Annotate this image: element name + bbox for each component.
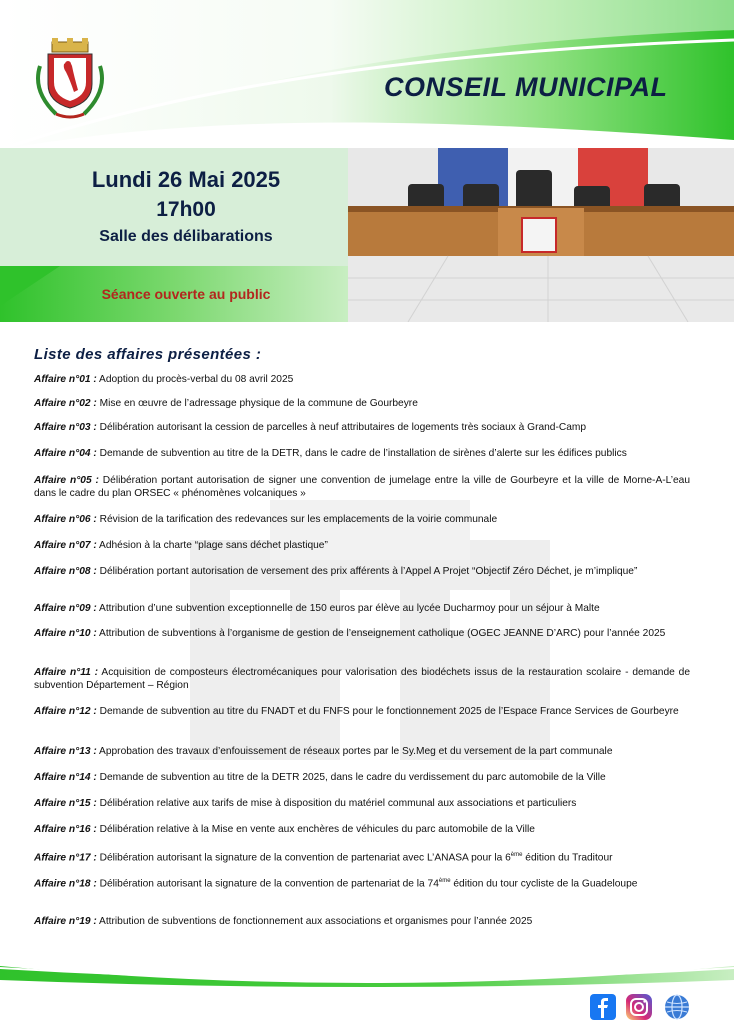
list-item: Affaire n°17 : Délibération autorisant la signature de la convention de partenariat avec L’ANASA pour la 6ème édition du Traditour (34, 852, 613, 864)
town-crest-logo (30, 36, 110, 120)
meeting-date: Lundi 26 Mai 2025 (91, 167, 281, 192)
header (0, 0, 734, 150)
list-item: Affaire n°14 : Demande de subvention au titre de la DETR 2025, dans le cadre du verdissement du parc automobile de la Ville (34, 772, 606, 783)
list-heading: Liste des affaires présentées : (34, 346, 262, 363)
list-item: Affaire n°10 : Attribution de subventions à l’organisme de gestion de l’enseignement catholique (OGEC JEANNE D’ARC) pour l’année 2025 (34, 628, 666, 639)
list-item: Affaire n°12 : Demande de subvention au titre du FNADT et du FNFS pour le fonctionnement 2025 de l’Espace France Services de Gourbeyre (34, 706, 679, 717)
footer-green-swoosh (0, 960, 734, 1024)
list-item: Affaire n°19 : Attribution de subventions de fonctionnement aux associations et organismes pour l’année 2025 (34, 916, 533, 927)
list-item: Affaire n°03 : Délibération autorisant la cession de parcelles à neuf attributaires de logements très sociaux à Grand-Camp (34, 422, 587, 433)
meeting-room: Salle des délibarations (99, 228, 273, 245)
list-item: Affaire n°11 : Acquisition de composteurs électromécaniques pour valorisation des biodéchets issus de la restauration scolaire - demande de subvention Département – Région (34, 667, 690, 691)
council-chamber-photo (348, 148, 734, 322)
list-item: Affaire n°01 : Adoption du procès-verbal du 08 avril 2025 (34, 374, 294, 385)
page-title: CONSEIL MUNICIPAL (384, 72, 668, 102)
list-item: Affaire n°05 : Délibération portant autorisation de signer une convention de jumelage entre la ville de Gourbeyre et la ville de Morne-A-L’eau dans le cadre du plan ORSEC « phénomènes volcaniques » (34, 475, 690, 499)
list-item: Affaire n°08 : Délibération portant autorisation de versement des prix afférents à l’Appel A Projet “Objectif Zéro Déchet, je m’implique” (34, 566, 638, 577)
list-item: Affaire n°13 : Approbation des travaux d’enfouissement de réseaux portes par le Sy.Meg et du versement de la part communale (34, 746, 613, 757)
public-notice: Séance ouverte au public (101, 286, 271, 302)
list-item: Affaire n°06 : Révision de la tarification des redevances sur les emplacements de la voirie communale (34, 514, 498, 525)
list-item: Affaire n°09 : Attribution d’une subvention exceptionnelle de 150 euros par élève au lycée Ducharmoy pour un séjour à Malte (34, 603, 600, 614)
list-item: Affaire n°04 : Demande de subvention au titre de la DETR, dans le cadre de l’installation de sirènes d’alerte sur les édifices publics (34, 448, 627, 459)
list-item: Affaire n°07 : Adhésion à la charte “plage sans déchet plastique” (34, 540, 328, 551)
list-item: Affaire n°18 : Délibération autorisant la signature de la convention de partenariat de la 74ème édition du tour cycliste de la Guadeloupe (34, 878, 638, 890)
facebook-icon[interactable] (590, 994, 616, 1020)
list-item: Affaire n°16 : Délibération relative à la Mise en vente aux enchères de véhicules du parc automobile de la Ville (34, 824, 535, 835)
list-item: Affaire n°15 : Délibération relative aux tarifs de mise à disposition du matériel communal aux associations et particuliers (34, 798, 577, 809)
globe-icon[interactable] (664, 994, 690, 1020)
meeting-time: 17h00 (156, 198, 216, 221)
instagram-icon[interactable] (626, 994, 652, 1020)
list-item: Affaire n°02 : Mise en œuvre de l’adressage physique de la commune de Gourbeyre (34, 398, 418, 409)
